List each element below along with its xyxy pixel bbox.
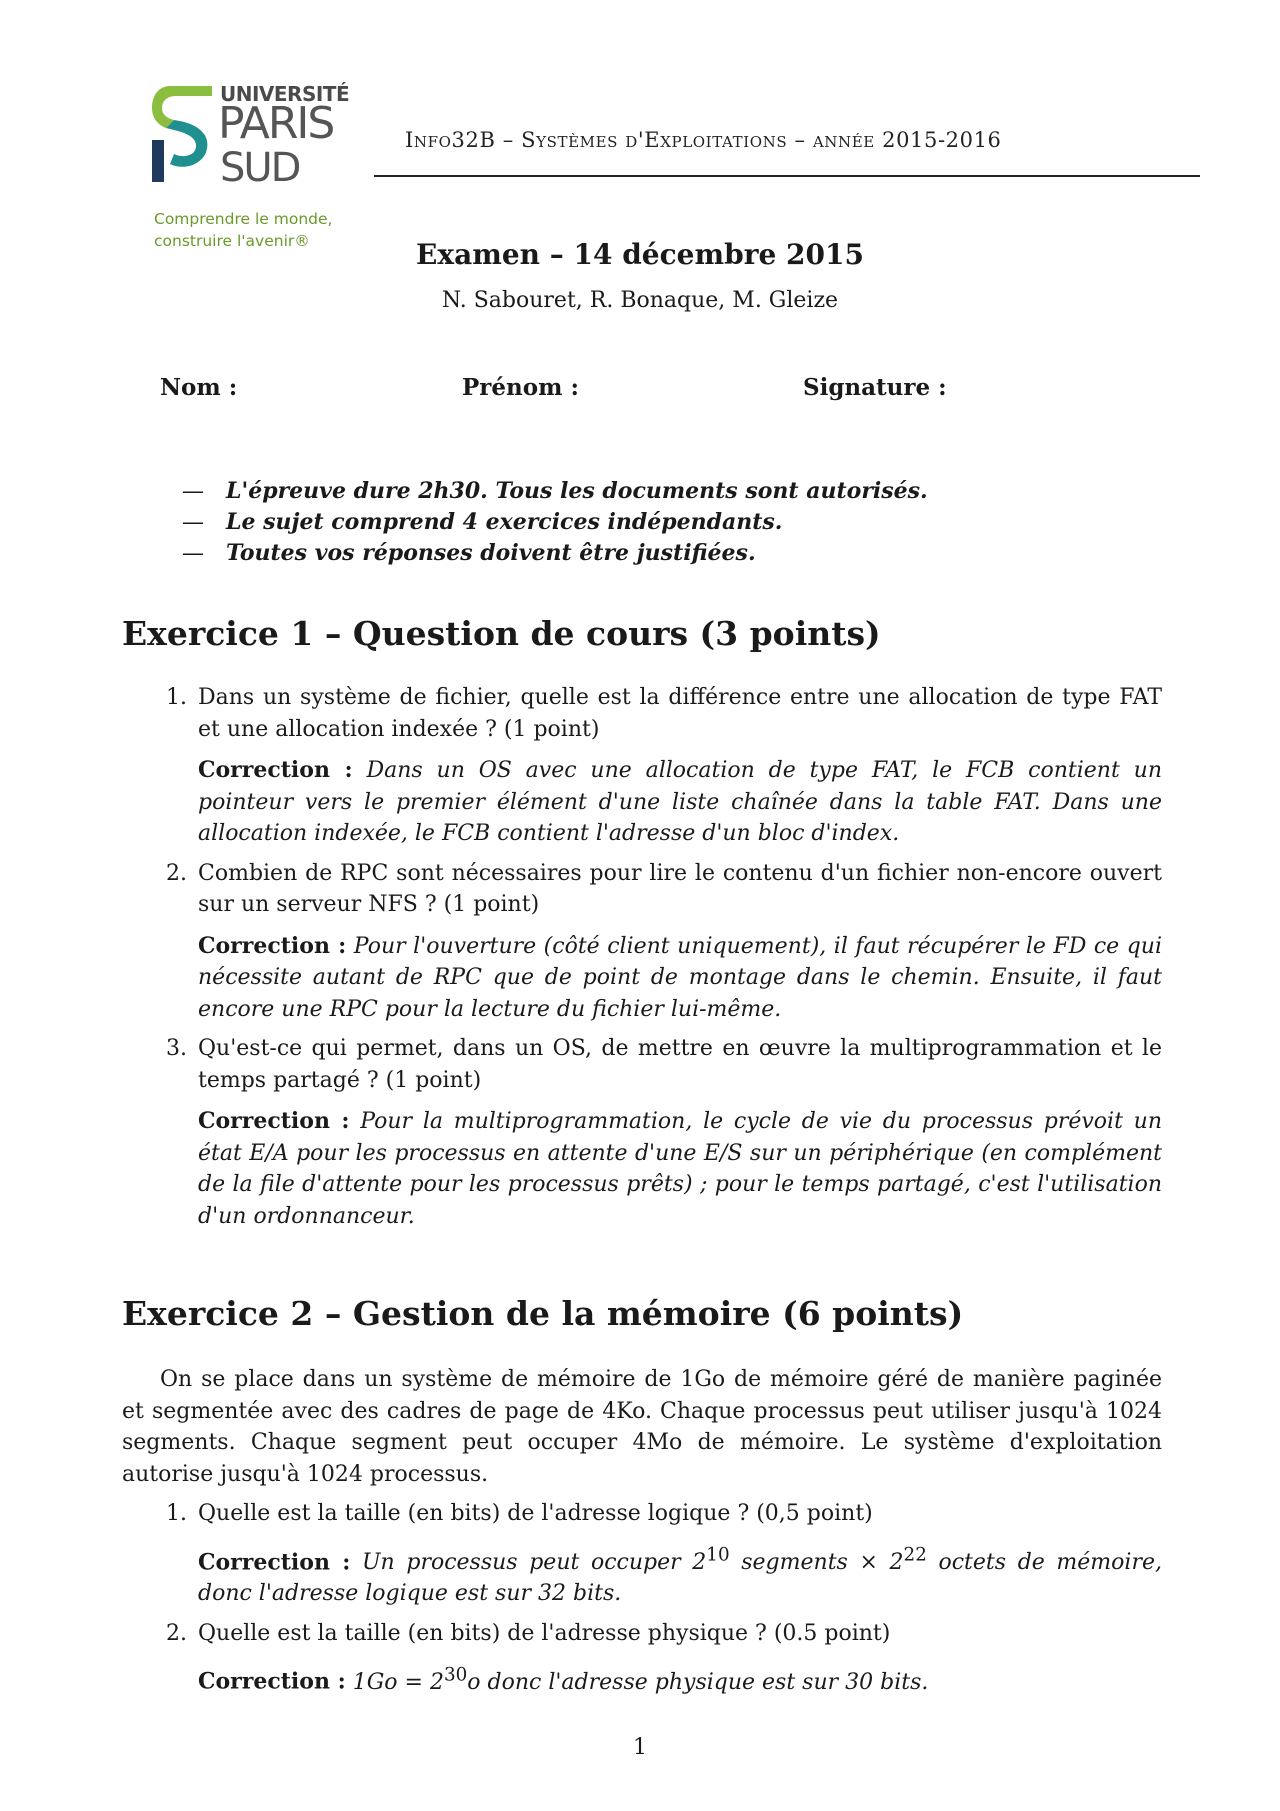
question-text: Qu'est-ce qui permet, dans un OS, de mettre en œuvre la multiprogrammation et le temps partagé ? (1 point) xyxy=(198,1036,1162,1093)
question-text: Dans un système de fichier, quelle est la différence entre une allocation de type FAT et une allocation indexée ? (1 point) xyxy=(198,685,1162,742)
course-header: Info32B – Systèmes d'Exploitations – année 2015-2016 xyxy=(405,128,1002,152)
correction-label: Correction : xyxy=(198,932,347,959)
question-text: Quelle est la taille (en bits) de l'adresse physique ? (0.5 point) xyxy=(198,1620,891,1646)
correction xyxy=(122,1659,1162,1698)
page-number: 1 xyxy=(633,1735,647,1760)
exercise2-intro: On se place dans un système de mémoire de 1Go de mémoire géré de manière paginée et segmentée avec des cadres de page de 4Ko. Chaque processus peut utiliser jusqu'à 1024 segments. Chaque segment peut occuper 4Mo de mémoire. Le système d'exploitation autorise jusqu'à 1024 processus. xyxy=(122,1367,1162,1487)
header-divider xyxy=(374,175,1200,177)
exponent: 22 xyxy=(903,1544,927,1566)
prenom-field-label: Prénom : xyxy=(462,374,579,401)
rule-dash: — xyxy=(182,510,204,535)
question-number: 2. xyxy=(166,1620,187,1646)
logo-sud-text: SUD xyxy=(220,145,300,191)
rule-text: Toutes vos réponses doivent être justifiées. xyxy=(226,540,756,566)
correction xyxy=(122,1106,1162,1232)
exam-authors: N. Sabouret, R. Bonaque, M. Gleize xyxy=(441,288,839,313)
paris-sud-s-icon xyxy=(152,82,216,182)
correction-text xyxy=(352,1664,929,1695)
exam-title: Examen – 14 décembre 2015 xyxy=(416,238,864,271)
question-item xyxy=(122,1033,1162,1096)
correction-text-part: 1Go = 2 xyxy=(352,1669,444,1695)
correction-text: Pour la multiprogrammation, le cycle de vie du processus prévoit un état E/A pour les processus en attente d'une E/S sur un périphérique (en complément de la file d'attente pour les processus prêts) ; pour le temps partagé, c'est l'utilisation d'un ordonnanceur. xyxy=(198,1109,1163,1229)
correction xyxy=(122,755,1162,850)
question-number: 3. xyxy=(166,1036,187,1061)
rule-item xyxy=(182,476,928,507)
signature-field-label: Signature : xyxy=(803,374,947,401)
correction-text: Pour l'ouverture (côté client uniquement), il faut récupérer le FD ce qui nécessite autant de RPC que de point de montage dans le chemin. Ensuite, il faut encore une RPC pour la lecture du fichier lui-même. xyxy=(198,933,1163,1022)
exercise1-title: Exercice 1 – Question de cours (3 points) xyxy=(122,614,881,653)
correction-label: Correction : xyxy=(198,1108,350,1134)
university-logo xyxy=(152,82,352,262)
correction xyxy=(122,1540,1162,1610)
exercise2-title: Exercice 2 – Gestion de la mémoire (6 points) xyxy=(122,1294,964,1333)
correction-text-part: octets de mémoire, donc l'adresse logique est sur 32 bits. xyxy=(198,1549,1162,1607)
rule-item xyxy=(182,507,928,538)
correction xyxy=(122,931,1162,1026)
question-item xyxy=(122,1618,1162,1650)
nom-field-label: Nom : xyxy=(160,374,238,401)
question-item xyxy=(122,858,1162,921)
question-number: 2. xyxy=(166,860,187,886)
question-number: 1. xyxy=(166,685,187,710)
question-text: Quelle est la taille (en bits) de l'adresse logique ? (0,5 point) xyxy=(198,1501,873,1526)
correction-text-part: Un processus peut occuper 2 xyxy=(362,1549,707,1575)
exercise2-content xyxy=(122,1364,1162,1706)
correction-text-part: segments × 2 xyxy=(729,1549,904,1575)
rule-item xyxy=(182,538,928,569)
correction-label: Correction : xyxy=(198,1668,346,1695)
correction-text-part: o donc l'adresse physique est sur 30 bits. xyxy=(467,1669,929,1695)
rule-dash: — xyxy=(182,541,204,566)
question-number: 1. xyxy=(166,1501,187,1526)
exponent: 30 xyxy=(443,1664,468,1686)
correction-label: Correction : xyxy=(198,1548,351,1575)
logo-paris-text: PARIS xyxy=(218,98,334,149)
question-item xyxy=(122,682,1162,745)
rule-text: L'épreuve dure 2h30. Tous les documents sont autorisés. xyxy=(226,478,928,504)
exam-rules xyxy=(182,476,928,569)
question-text: Combien de RPC sont nécessaires pour lire le contenu d'un fichier non-encore ouvert sur un serveur NFS ? (1 point) xyxy=(198,860,1162,917)
logo-slogan-line2: construire l'avenir® xyxy=(154,232,310,250)
rule-dash: — xyxy=(182,479,204,504)
exercise1-questions xyxy=(122,682,1162,1240)
rule-text: Le sujet comprend 4 exercices indépendants. xyxy=(226,509,783,535)
question-item xyxy=(122,1498,1162,1530)
logo-slogan-line1: Comprendre le monde, xyxy=(154,210,333,228)
logo-universite-text: UNIVERSITÉ xyxy=(220,82,350,106)
correction-text: Dans un OS avec une allocation de type FAT, le FCB contient un pointeur vers le premier élément d'une liste chaînée dans la table FAT. Dans une allocation indexée, le FCB contient l'adresse d'un bloc d'index. xyxy=(198,758,1162,846)
exponent: 10 xyxy=(706,1544,730,1566)
correction-label: Correction : xyxy=(198,757,353,783)
